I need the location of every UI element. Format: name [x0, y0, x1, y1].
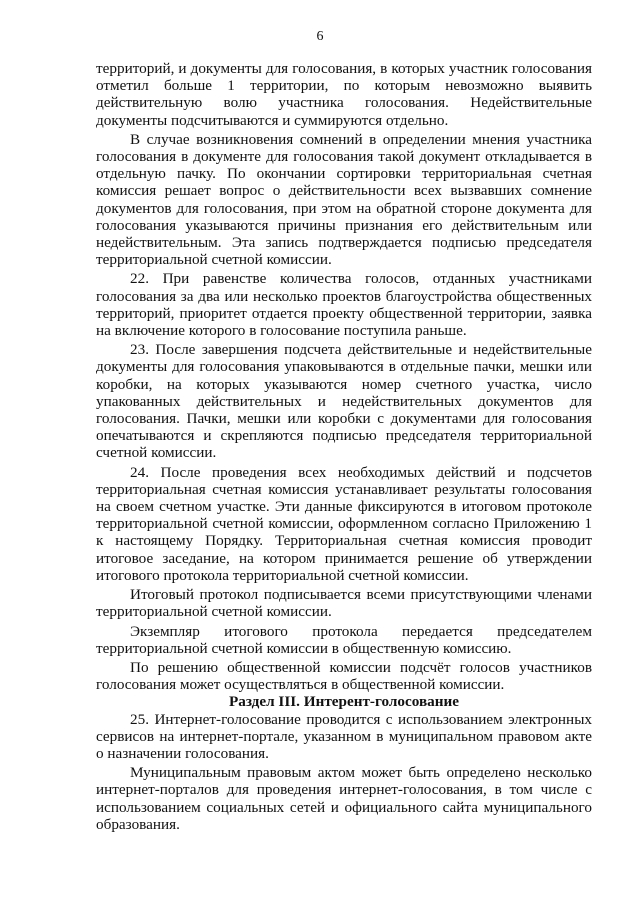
paragraph-protocol-copy: Экземпляр итогового протокола передается председателем территориальной счетной комиссии в общественную комиссию. — [96, 622, 592, 657]
paragraph-item-25: 25. Интернет-голосование проводится с использованием электронных сервисов на интернет-портале, указанном в муниципальном правовом акте о назначении голосования. — [96, 710, 592, 762]
document-body — [96, 60, 592, 833]
section-heading: Раздел III. Интерент-голосование — [228, 693, 459, 711]
paragraph-public-commission-count: По решению общественной комиссии подсчёт голосов участников голосования может осуществляться в общественной комиссии. — [96, 658, 592, 694]
paragraph-item-22: 22. При равенстве количества голосов, отданных участниками голосования за два или несколько проектов благоустройства общественных территорий, приоритет отдается проекту общественной территории, заявка на включение которого в голосование поступила раньше. — [96, 270, 592, 340]
paragraph-item-23: 23. После завершения подсчета действительные и недействительные документы для голосования упаковываются в отдельные пачки, мешки или коробки, на которых указываются номер счетного участка, число упакованных действительных и недействительных документов для голосования. Пачки, мешки или коробки с документами для голосования опечатываются и скрепляются подписью председателя территориальной счетной комиссии. — [96, 341, 592, 462]
paragraph-continuation: территорий, и документы для голосования, в которых участник голосования отметил больше 1 территории, по которым невозможно выявить действительную волю участника голосования. Недействительные документы подсчитываются и суммируются отдельно. — [96, 60, 592, 129]
paragraph-internet-portals: Муниципальным правовым актом может быть определено несколько интернет-порталов для проведения интернет-голосования, в том числе с использованием социальных сетей и официального сайта муниципального образования. — [96, 764, 592, 833]
paragraph-item-24: 24. После проведения всех необходимых действий и подсчетов территориальная счетная комиссия устанавливает результаты голосования на своем счетном участке. Эти данные фиксируются в итоговом протоколе территориальной счетной комиссии, оформленном согласно Приложению 1 к настоящему Порядку. Территориальная счетная комиссия проводит итоговое заседание, на котором принимается решение об утверждении итогового протокола территориальной счетной комиссии. — [96, 463, 592, 584]
paragraph-protocol-signed: Итоговый протокол подписывается всеми присутствующими членами территориальной счетной комиссии. — [96, 586, 592, 621]
paragraph-doubtful-documents: В случае возникновения сомнений в определении мнения участника голосования в документе для голосования такой документ откладывается в отдельную пачку. По окончании сортировки территориальная счетная комиссия решает вопрос о действительности всех вызвавших сомнение документов для голосования, при этом на обратной стороне документа для голосования указываются причины признания его действительным или недействительным. Эта запись подтверждается подписью председателя территориальной счетной комиссии. — [96, 130, 592, 269]
page-number: 6 — [316, 29, 324, 44]
